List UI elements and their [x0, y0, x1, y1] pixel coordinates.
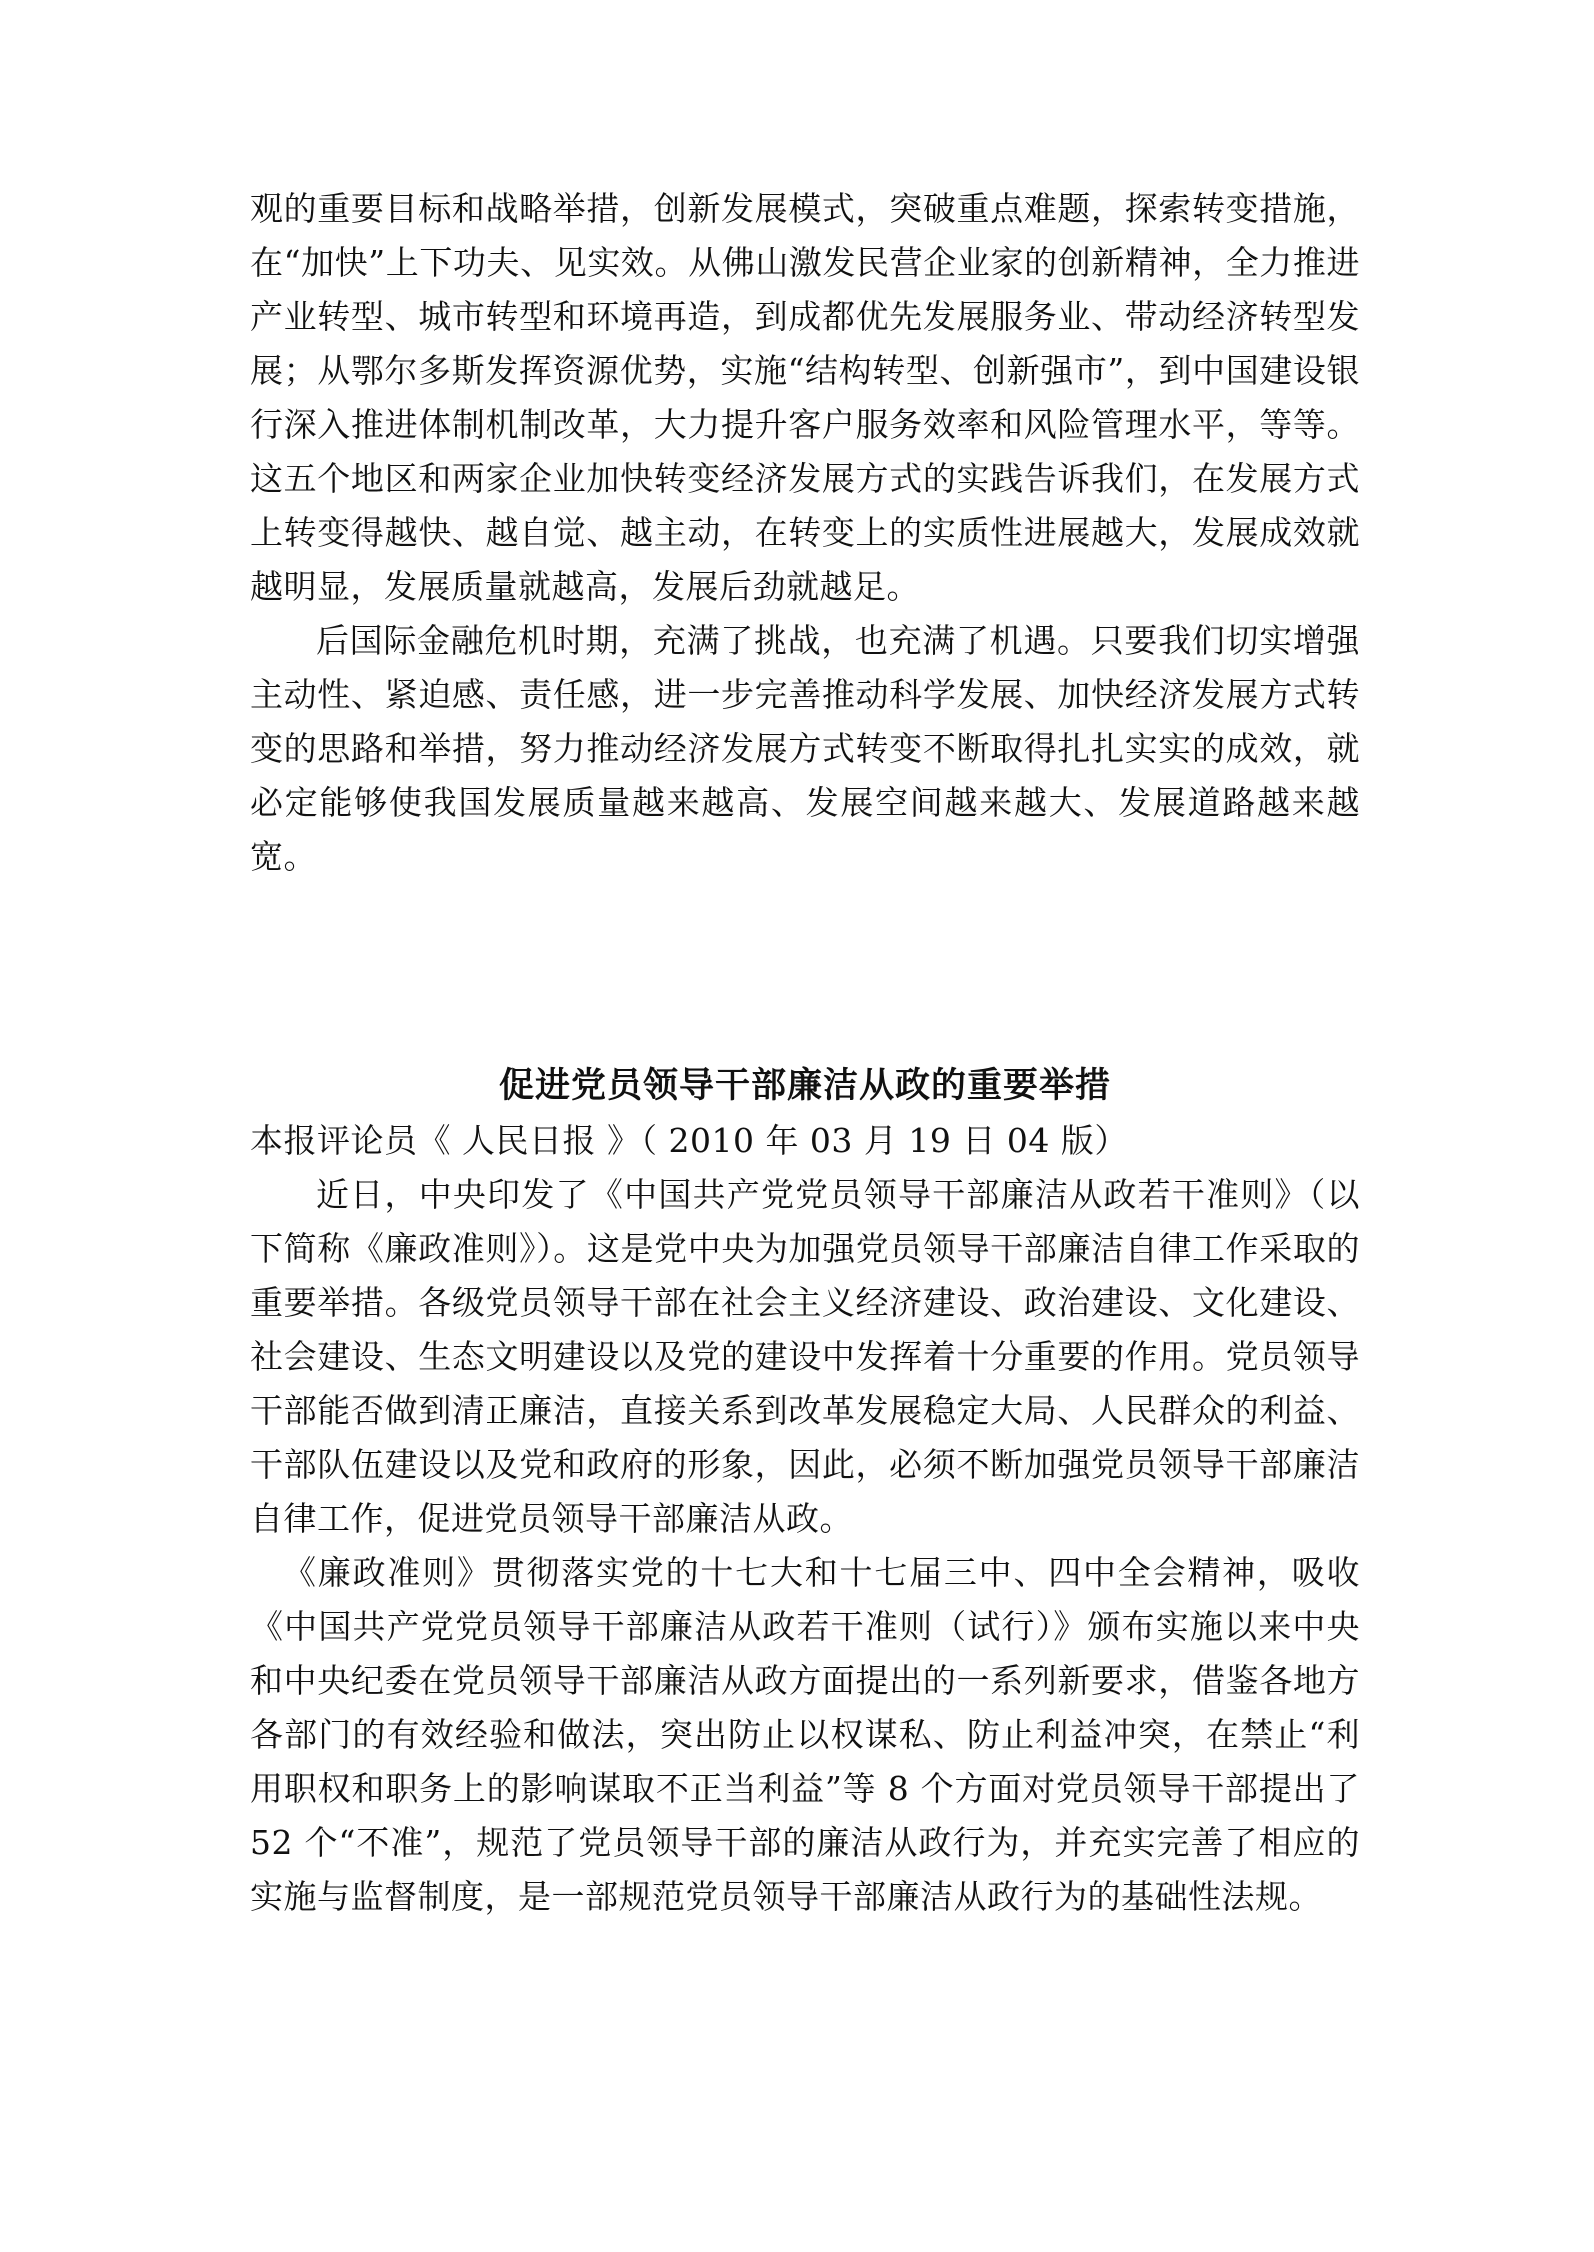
article-byline: 本报评论员《 人民日报 》（ 2010 年 03 月 19 日 04 版）: [250, 1121, 1128, 1160]
paragraph: 近日，中央印发了《中国共产党党员领导干部廉洁从政若干准则》（以下简称《廉政准则》）。这是党中央为加强党员领导干部廉洁自律工作采取的重要举措。各级党员领导干部在社会主义经济建设、政治建设、文化建设、社会建设、生态文明建设以及党的建设中发挥着十分重要的作用。党员领导干部能否做到清正廉洁，直接关系到改革发展稳定大局、人民群众的利益、干部队伍建设以及党和政府的形象，因此，必须不断加强党员领导干部廉洁自律工作，促进党员领导干部廉洁从政。: [250, 1175, 1360, 1538]
paragraph: 观的重要目标和战略举措，创新发展模式，突破重点难题，探索转变措施，在“加快”上下功夫、见实效。从佛山激发民营企业家的创新精神，全力推进产业转型、城市转型和环境再造，到成都优先发展服务业、带动经济转型发展；从鄂尔多斯发挥资源优势，实施“结构转型、创新强市”，到中国建设银行深入推进体制机制改革，大力提升客户服务效率和风险管理水平，等等。这五个地区和两家企业加快转变经济发展方式的实践告诉我们，在发展方式上转变得越快、越自觉、越主动，在转变上的实质性进展越大，发展成效就越明显，发展质量就越高，发展后劲就越足。: [250, 189, 1360, 606]
continued-article: [250, 182, 1360, 884]
paragraph: 《廉政准则》贯彻落实党的十七大和十七届三中、四中全会精神，吸收《中国共产党党员领导干部廉洁从政若干准则（试行）》颁布实施以来中央和中央纪委在党员领导干部廉洁从政方面提出的一系列新要求，借鉴各地方各部门的有效经验和做法，突出防止以权谋私、防止利益冲突，在禁止“利用职权和职务上的影响谋取不正当利益”等 8 个方面对党员领导干部提出了 52 个“不准”，规范了党员领导干部的廉洁从政行为，并充实完善了相应的实施与监督制度，是一部规范党员领导干部廉洁从政行为的基础性法规。: [250, 1553, 1360, 1916]
article: [250, 1058, 1360, 1924]
paragraph: 后国际金融危机时期，充满了挑战，也充满了机遇。只要我们切实增强主动性、紧迫感、责任感，进一步完善推动科学发展、加快经济发展方式转变的思路和举措，努力推动经济发展方式转变不断取得扎扎实实的成效，就必定能够使我国发展质量越来越高、发展空间越来越大、发展道路越来越宽。: [250, 621, 1360, 876]
article-title: 促进党员领导干部廉洁从政的重要举措: [498, 1066, 1111, 1106]
